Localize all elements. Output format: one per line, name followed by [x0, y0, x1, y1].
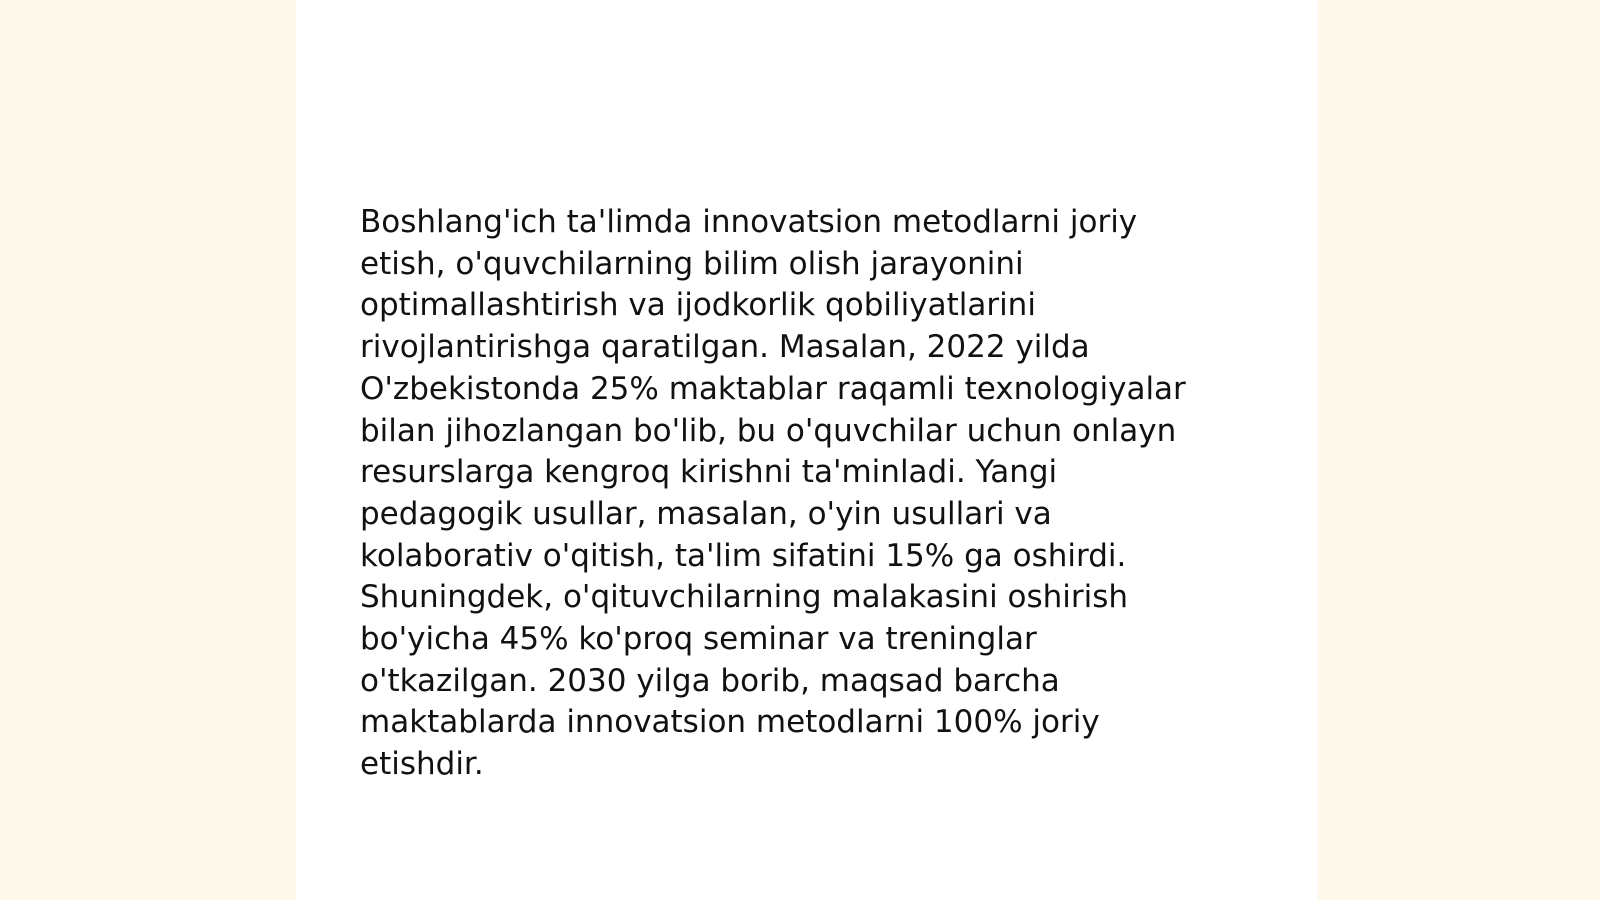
- paragraph-line: o'tkazilgan. 2030 yilga borib, maqsad barcha: [360, 662, 1060, 699]
- slide-page: [296, 0, 1318, 900]
- paragraph-line: kolaborativ o'qitish, ta'lim sifatini 15% ga oshirdi.: [360, 537, 1127, 574]
- slide-body-paragraph: [360, 202, 1260, 786]
- paragraph-line: etishdir.: [360, 746, 484, 783]
- paragraph-line: maktablarda innovatsion metodlarni 100% joriy: [360, 704, 1100, 741]
- paragraph-line: rivojlantirishga qaratilgan. Masalan, 2022 yilda: [360, 329, 1090, 366]
- paragraph-line: bo'yicha 45% ko'proq seminar va treninglar: [360, 621, 1037, 658]
- paragraph-line: etish, o'quvchilarning bilim olish jarayonini: [360, 245, 1024, 282]
- paragraph-line: bilan jihozlangan bo'lib, bu o'quvchilar uchun onlayn: [360, 412, 1177, 449]
- paragraph-line: resurslarga kengroq kirishni ta'minladi. Yangi: [360, 454, 1058, 491]
- paragraph-line: Boshlang'ich ta'limda innovatsion metodlarni joriy: [360, 204, 1138, 240]
- paragraph-line: Shuningdek, o'qituvchilarning malakasini oshirish: [360, 579, 1129, 616]
- paragraph-line: pedagogik usullar, masalan, o'yin usullari va: [360, 495, 1052, 532]
- paragraph-line: O'zbekistonda 25% maktablar raqamli texnologiyalar: [360, 370, 1186, 407]
- paragraph-line: optimallashtirish va ijodkorlik qobiliyatlarini: [360, 287, 1036, 324]
